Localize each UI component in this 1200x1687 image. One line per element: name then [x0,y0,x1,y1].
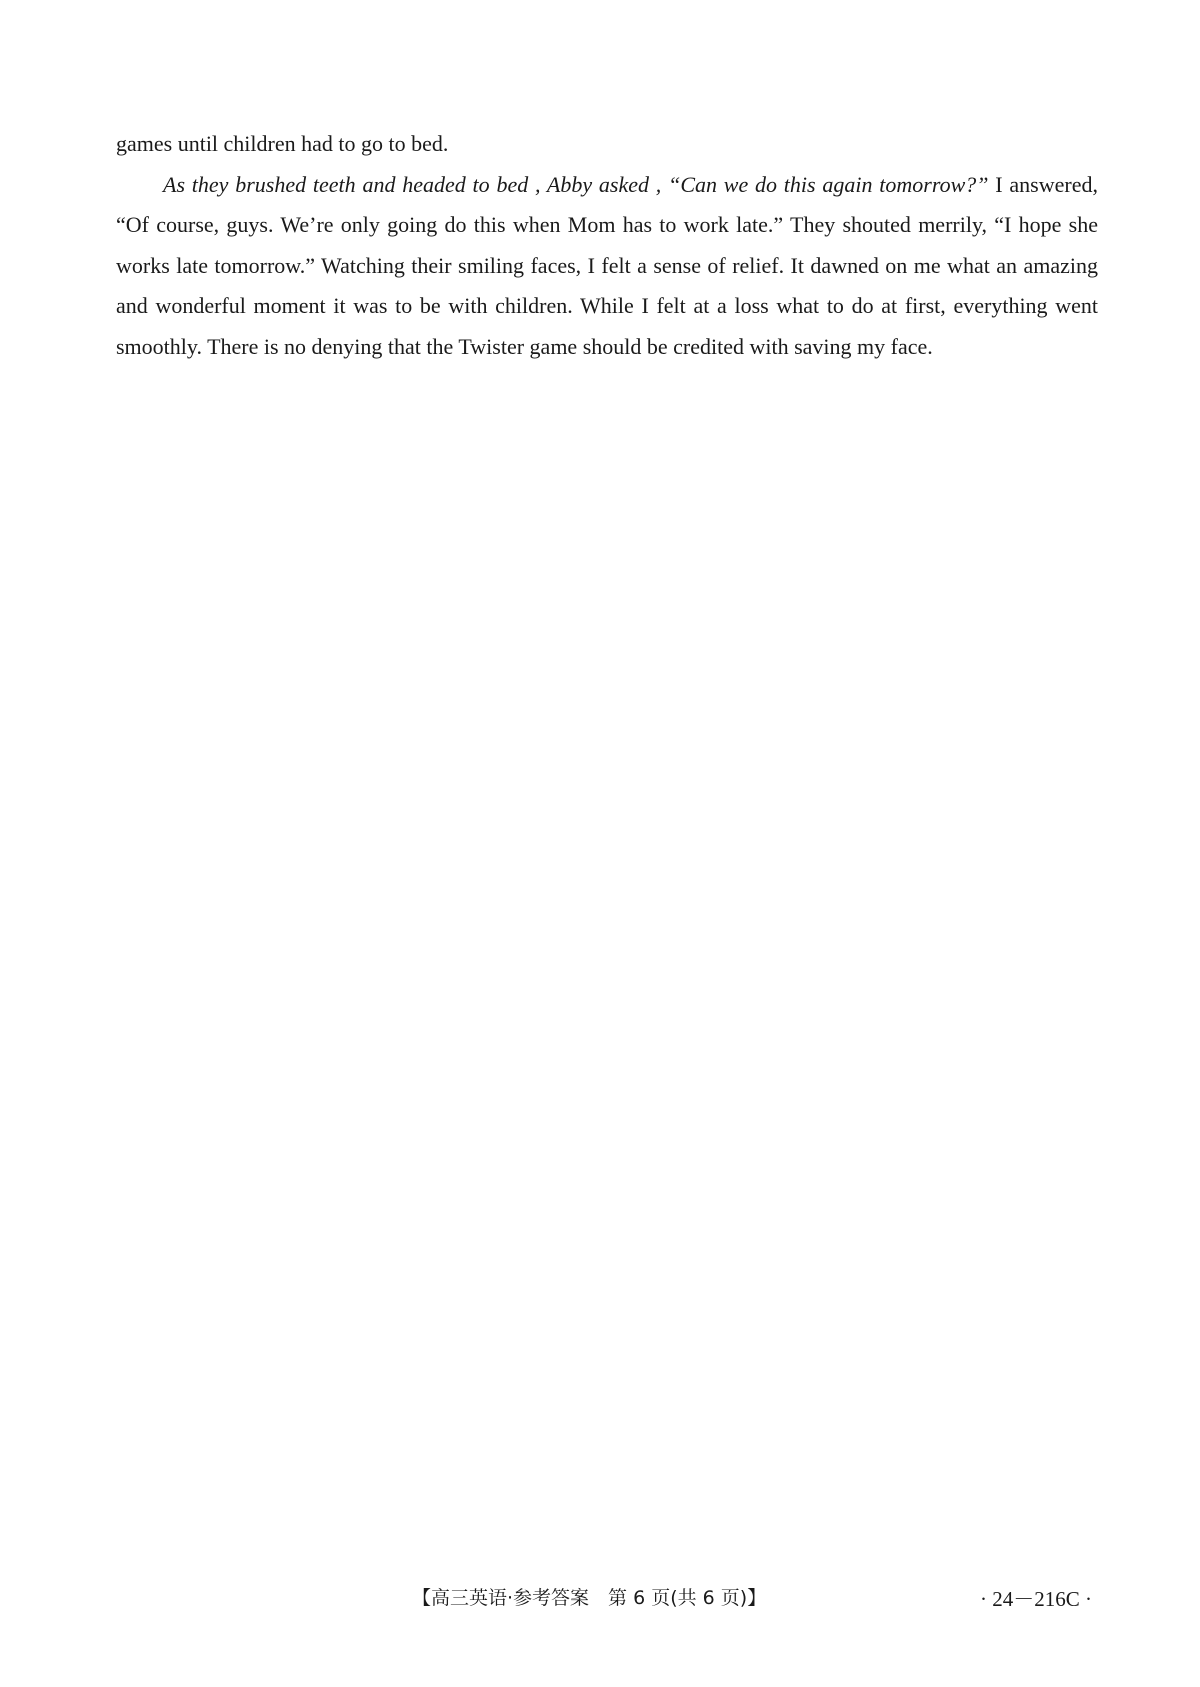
paragraph-1 [116,124,1098,165]
paragraph-1-text: games until children had to go to bed. [116,131,449,156]
page-footer [0,1583,1200,1617]
body-text [116,124,1098,367]
italic-sentence: As they brushed teeth and headed to bed , Abby asked , “Can we do this again tomorrow?” [163,171,989,197]
paragraph-2-text: I answered, “Of course, guys. We’re only going do this when Mom has to work late.” They shouted merrily, “I hope she works late tomorrow.” Watching their smiling faces, I felt a sense of relief. It dawned on me what an amazing and wonderful moment it was to be with children. While I felt at a loss what to do at first, everything went smoothly. There is no denying that the Twister game should be credited with saving my face. [116,171,1098,359]
footer-code: · 24－216C · [980,1587,1092,1611]
footer-title: 【高三英语·参考答案 第 6 页(共 6 页)】 [412,1587,767,1609]
paragraph-2 [116,165,1098,368]
